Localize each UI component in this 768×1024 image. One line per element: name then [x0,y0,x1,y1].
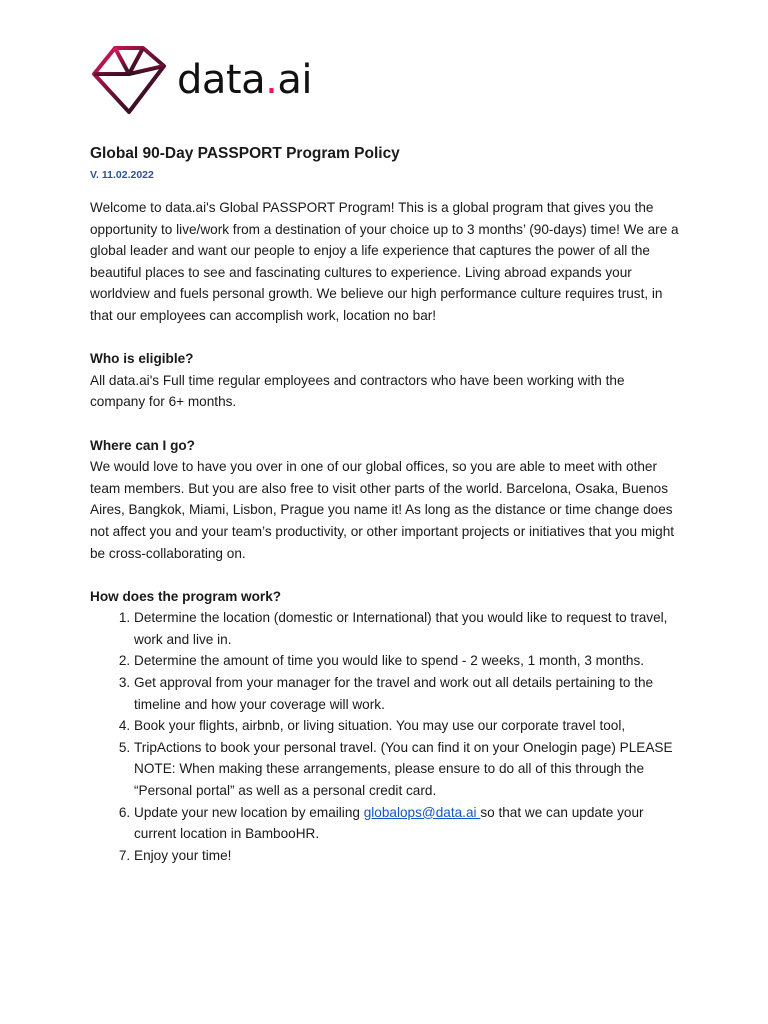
list-item: 7. Enjoy your time! [134,845,680,867]
globalops-email-link[interactable]: globalops@data.ai [363,804,481,820]
eligible-paragraph: All data.ai's Full time regular employees and contractors who have been working with the company for 6+ months. [90,372,625,410]
list-item: 6. Update your new location by emailing globalops@data.ai so that we can update your current location in BambooHR. [134,802,680,845]
list-item: 5. TripActions to book your personal travel. (You can find it on your Onelogin page) PLEASE NOTE: When making these arrangements, please ensure to do all of this through the “Personal portal” as well as a personal credit card. [134,737,680,802]
page-title: Global 90-Day PASSPORT Program Policy [90,145,400,162]
document-body [90,143,680,866]
where-heading: Where can I go? [90,437,195,453]
version-label: V. 11.02.2022 [90,169,154,181]
brand-logo [91,44,312,116]
list-item: 2. Determine the amount of time you would like to spend - 2 weeks, 1 month, 3 months. [134,650,680,672]
where-paragraph: We would love to have you over in one of our global offices, so you are able to meet with other team members. But you are also free to visit other parts of the world. Barcelona, Osaka, Buenos Aires, Bangkok, Miami, Lisbon, Prague you name it! As long as the distance or time change does not affect you and your team’s productivity, or other important projects or initiatives that you might be cross-collaborating on. [90,459,675,561]
eligible-heading: Who is eligible? [90,351,194,367]
list-item: 4. Book your flights, airbnb, or living situation. You may use our corporate travel tool, [134,715,680,737]
brand-wordmark: data.ai [177,57,312,103]
diamond-logo-icon [91,44,167,116]
list-item: 3. Get approval from your manager for the travel and work out all details pertaining to the timeline and how your coverage will work. [134,672,680,715]
intro-paragraph: Welcome to data.ai's Global PASSPORT Program! This is a global program that gives you the opportunity to live/work from a destination of your choice up to 3 months’ (90-days) time! We are a global leader and want our people to enjoy a life experience that captures the power of all the beautiful places to see and fascinating cultures to experience. Living abroad expands your worldview and fuels personal growth. We believe our high performance culture requires trust, in that our employees can accomplish work, location no bar! [90,200,679,323]
steps-list [90,607,680,866]
list-item: 1. Determine the location (domestic or International) that you would like to request to travel, work and live in. [134,607,680,650]
how-heading: How does the program work? [90,588,282,604]
